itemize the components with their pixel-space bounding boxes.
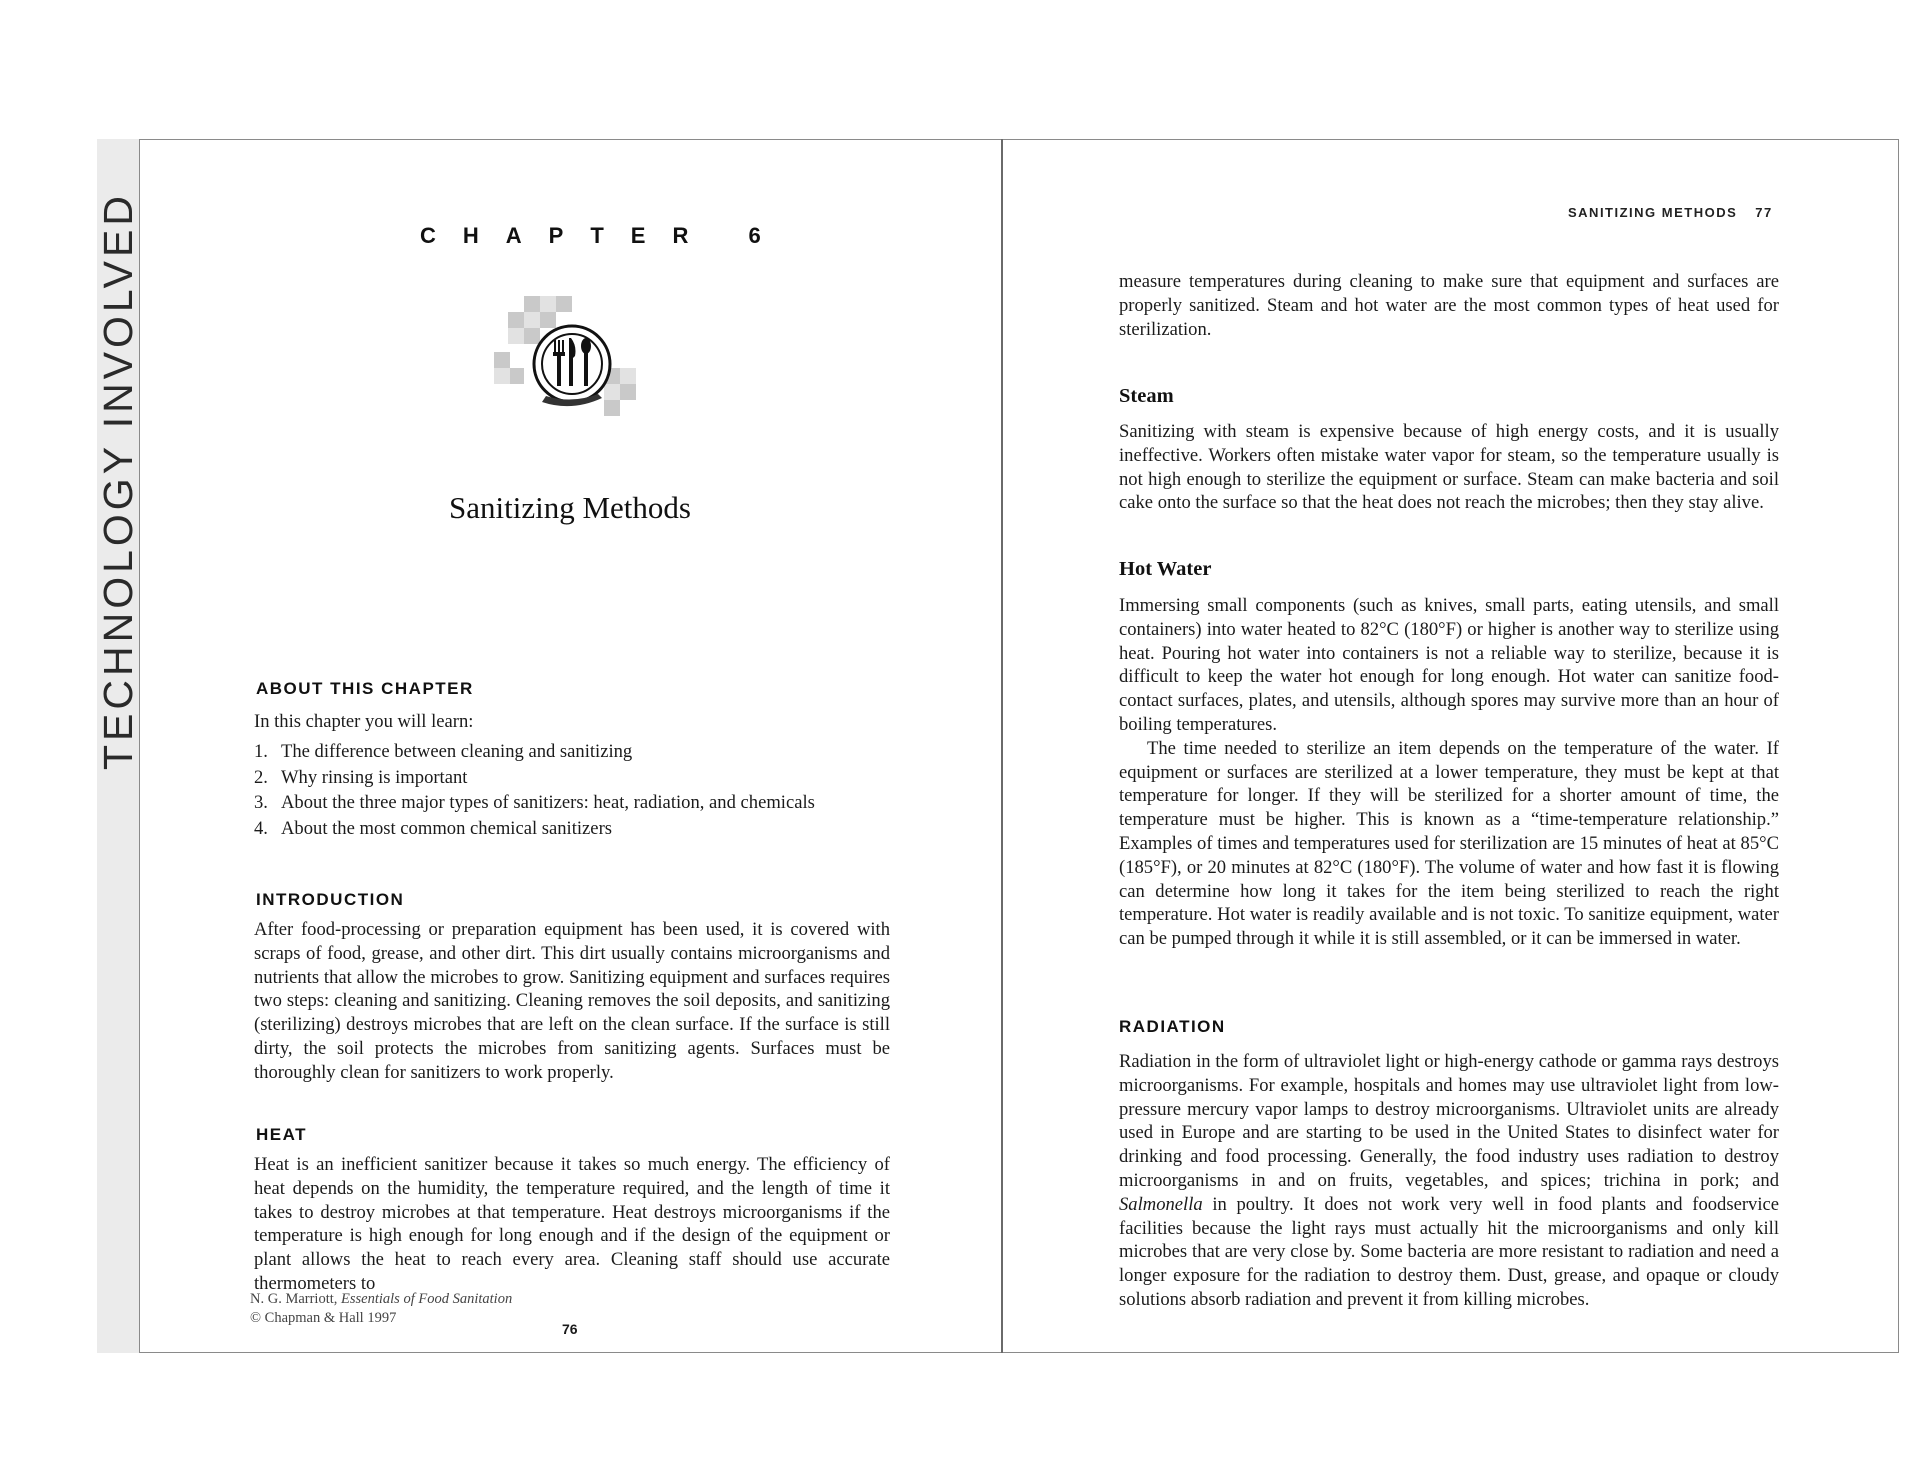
place-setting-icon (494, 294, 639, 424)
list-item: 2. Why rinsing is important (254, 766, 468, 788)
introduction-heading: INTRODUCTION (256, 890, 405, 909)
chapter-title: Sanitizing Methods (449, 490, 691, 525)
list-item: 3. About the three major types of sanitizers: heat, radiation, and chemicals (254, 792, 815, 813)
about-heading: ABOUT THIS CHAPTER (256, 679, 474, 698)
citation: N. G. Marriott, Essentials of Food Sanitation © Chapman & Hall 1997 (250, 1291, 513, 1326)
page-number-left: 76 (562, 1321, 578, 1337)
radiation-text: Radiation in the form of ultraviolet light or high-energy cathode or gamma rays destroys microorganisms. For example, hospitals and homes may use ultraviolet light from low-pressure mercury vapor lamps to destroy microorganisms. Ultraviolet units are already used in Europe and are starting to be used in the United States to disinfect water for drinking and food processing. Generally, the food industry uses radiation to destroy microorganisms in and on fruits, vegetables, and spices; trichina in pork; and Salmonella in poultry. It does not work very well in food plants and foodservice facilities because the light rays must actually hit the microorganisms and only kill microbes that are very close by. Some bacteria are more resistant to radiation and need a longer exposure for the radiation to destroy them. Dust, grease, and opaque or cloudy solutions absorb radiation and prevent it from killing microbes. (1119, 1051, 1779, 1310)
side-tab-title: TECHNOLOGY INVOLVED (95, 192, 141, 770)
steam-heading: Steam (1119, 385, 1174, 407)
radiation-heading: RADIATION (1119, 1017, 1226, 1036)
heat-text: Heat is an inefficient sanitizer because it takes so much energy. The efficiency of heat depends on the humidity, the temperature required, and the length of time it takes to destroy microbes at that temperature. Heat destroys microorganisms if the temperature is high enough for long enough and if the design of the equipment or plant allows the heat to reach every area. Cleaning staff should use accurate thermometers to (254, 1154, 890, 1294)
running-head: SANITIZING METHODS 77 (1568, 205, 1773, 220)
about-intro: In this chapter you will learn: (254, 711, 474, 732)
hot-water-heading: Hot Water (1119, 558, 1212, 580)
list-item: 1. The difference between cleaning and sanitizing (254, 741, 633, 762)
page-gutter (1001, 139, 1003, 1353)
hot-water-text: Immersing small components (such as knives, small parts, eating utensils, and small containers) into water heated to 82°C (180°F) or higher is another way to sterilize using heat. Pouring hot water into containers is not a reliable way to sterilize, because it is difficult to keep the water hot enough for long enough. Hot water can sanitize food-contact surfaces, plates, and utensils, although spores may survive more than an hour of boiling temperatures. The time needed to sterilize an item depends on the temperature of the water. If equipment or surfaces are sterilized at a lower temperature, they must be kept at that temperature for longer. If they will be sterilized for a shorter amount of time, the temperature must be higher. This is known as a “time-temperature relationship.” Examples of times and temperatures used for sterilization are 15 minutes of heat at 85°C (185°F), or 20 minutes at 82°C (180°F). The volume of water and how fast it is flowing can determine how long it takes for the item being sterilized to reach the right temperature. Hot water is readily available and is not toxic. To sanitize equipment, water can be pumped through it while it is still assembled, or it can be immersed in water. (1119, 595, 1779, 950)
introduction-text: After food-processing or preparation equipment has been used, it is covered with scraps of food, grease, and other dirt. This dirt usually contains microorganisms and nutrients that allow the microbes to grow. Sanitizing equipment and surfaces requires two steps: cleaning and sanitizing. Cleaning removes the soil deposits, and sanitizing (sterilizing) destroys microbes that are left on the clean surface. If the surface is still dirty, the soil protects the microbes from sanitizing agents. Surfaces must be thoroughly clean for sanitizers to work properly. (254, 919, 890, 1083)
heat-heading: HEAT (256, 1125, 308, 1144)
list-item: 4. About the most common chemical sanitizers (254, 817, 612, 839)
learning-objectives-list (254, 739, 914, 841)
chapter-label: CHAPTER 6 (420, 223, 788, 248)
page-number-right: 77 (1755, 205, 1773, 220)
continuation-text: measure temperatures during cleaning to make sure that equipment and surfaces are properly sanitized. Steam and hot water are the most common types of heat used for sterilization. (1119, 271, 1779, 340)
steam-text: Sanitizing with steam is expensive because of high energy costs, and it is usually ineffective. Workers often mistake water vapor for steam, so the temperature usually is not high enough to sterilize the equipment or surface. Steam can make bacteria and soil cake onto the surface so that the heat does not reach the microbes; then they stay alive. (1119, 421, 1779, 514)
